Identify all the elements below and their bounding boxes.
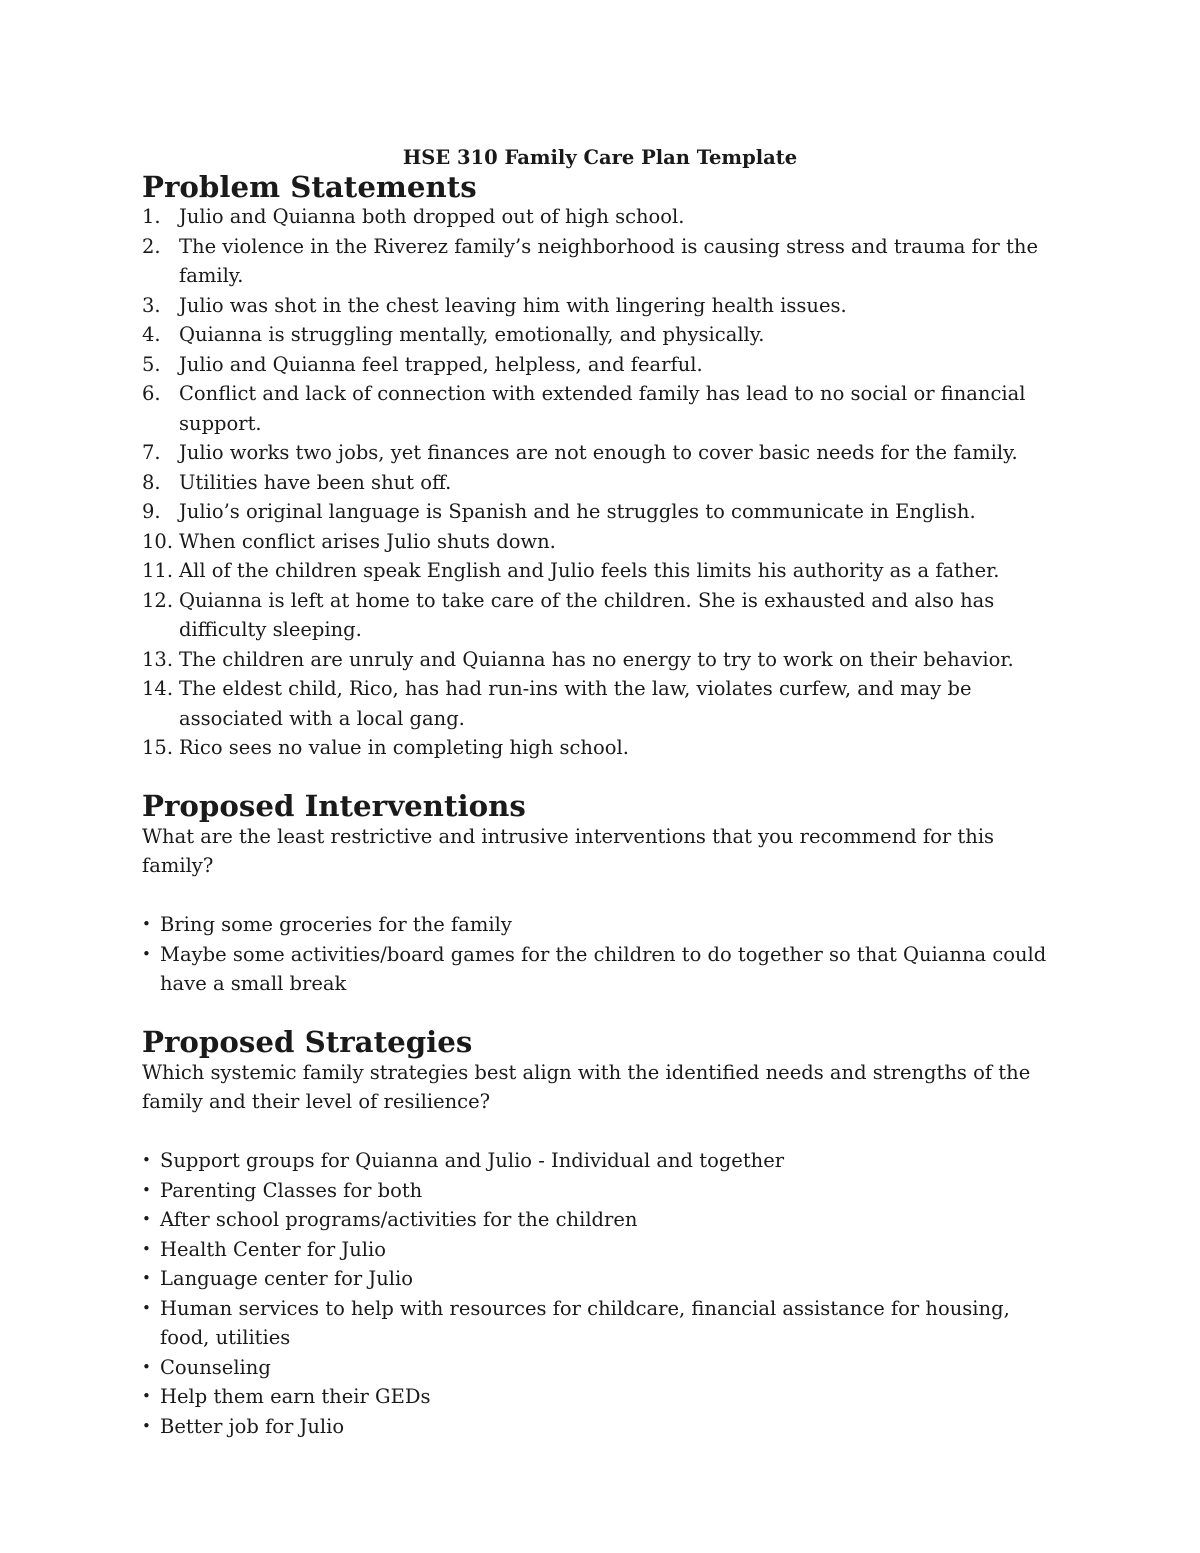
intervention-text: Maybe some activities/board games for the children to do together so that Quianna could have a small break xyxy=(160,942,1047,995)
problem-number: 8. xyxy=(142,470,161,494)
strategy-item xyxy=(142,1146,1057,1176)
problem-number: 6. xyxy=(142,382,161,405)
problem-text: Quianna is struggling mentally, emotionally, and physically. xyxy=(179,323,765,346)
problem-item xyxy=(142,674,1057,733)
strategy-text: Language center for Julio xyxy=(160,1267,414,1290)
problem-item xyxy=(142,645,1057,675)
strategy-text: Parenting Classes for both xyxy=(160,1178,423,1202)
problem-item xyxy=(142,291,1057,321)
bullet-icon: • xyxy=(142,1210,151,1228)
strategy-item xyxy=(142,1264,1057,1294)
document-title: HSE 310 Family Care Plan Template xyxy=(402,146,798,169)
problem-number: 5. xyxy=(142,352,161,376)
problem-number: 12. xyxy=(142,588,174,612)
problem-item xyxy=(142,232,1057,291)
problem-item xyxy=(142,202,1057,232)
problem-number: 9. xyxy=(142,500,161,523)
problem-text: Julio’s original language is Spanish and he struggles to communicate in English. xyxy=(179,500,976,523)
problem-text: Julio and Quianna both dropped out of high school. xyxy=(179,205,685,228)
interventions-list xyxy=(142,910,1057,999)
problem-text: The eldest child, Rico, has had run-ins with the law, violates curfew, and may be associated with a local gang. xyxy=(179,677,972,730)
bullet-icon: • xyxy=(142,1269,151,1287)
problem-item xyxy=(142,586,1057,645)
problem-text: Julio was shot in the chest leaving him with lingering health issues. xyxy=(179,293,847,317)
strategies-list xyxy=(142,1146,1057,1441)
proposed-strategies-heading: Proposed Strategies xyxy=(142,1025,473,1059)
problem-item xyxy=(142,468,1057,498)
page-content xyxy=(142,143,1057,1441)
strategies-prompt: Which systemic family strategies best align with the identified needs and strengths of the family and their level of resilience? xyxy=(142,1060,1031,1113)
bullet-icon: • xyxy=(142,1180,151,1199)
intervention-text: Bring some groceries for the family xyxy=(160,913,512,936)
problem-statements-list xyxy=(142,202,1057,763)
strategy-item xyxy=(142,1353,1057,1383)
spacer xyxy=(142,763,1057,793)
strategy-text: After school programs/activities for the children xyxy=(160,1208,638,1231)
problem-text: When conflict arises Julio shuts down. xyxy=(179,529,556,553)
problem-number: 15. xyxy=(142,736,174,759)
problem-number: 1. xyxy=(142,205,161,228)
problem-item xyxy=(142,556,1057,586)
problem-number: 13. xyxy=(142,647,174,671)
strategy-text: Help them earn their GEDs xyxy=(160,1385,431,1408)
strategy-item xyxy=(142,1235,1057,1265)
problem-text: Conflict and lack of connection with extended family has lead to no social or financial support. xyxy=(179,382,1026,435)
strategy-text: Health Center for Julio xyxy=(160,1237,386,1261)
problem-number: 14. xyxy=(142,677,174,700)
problem-text: The violence in the Riverez family’s neighborhood is causing stress and trauma for the family. xyxy=(179,234,1038,287)
problem-item xyxy=(142,379,1057,438)
strategy-item xyxy=(142,1412,1057,1442)
spacer xyxy=(142,881,1057,911)
bullet-icon: • xyxy=(142,1298,151,1317)
bullet-icon: • xyxy=(142,1357,151,1376)
problem-text: Julio works two jobs, yet finances are not enough to cover basic needs for the family. xyxy=(179,441,1018,464)
bullet-icon: • xyxy=(142,915,151,933)
problem-text: Quianna is left at home to take care of the children. She is exhausted and also has difficulty sleeping. xyxy=(179,588,995,641)
problem-item xyxy=(142,320,1057,350)
problem-text: The children are unruly and Quianna has no energy to try to work on their behavior. xyxy=(179,647,1014,671)
bullet-icon: • xyxy=(142,1416,151,1435)
strategy-text: Support groups for Quianna and Julio - Individual and together xyxy=(160,1149,785,1172)
problem-number: 11. xyxy=(142,559,174,582)
strategy-item xyxy=(142,1205,1057,1235)
problem-number: 3. xyxy=(142,293,161,317)
problem-number: 4. xyxy=(142,323,161,346)
problem-statements-heading: Problem Statements xyxy=(142,169,477,204)
problem-text: Utilities have been shut off. xyxy=(179,470,452,494)
intervention-item xyxy=(142,940,1057,999)
problem-number: 2. xyxy=(142,234,161,258)
bullet-icon: • xyxy=(142,944,151,963)
intervention-item xyxy=(142,910,1057,940)
problem-text: All of the children speak English and Julio feels this limits his authority as a father. xyxy=(179,559,1000,582)
problem-item xyxy=(142,497,1057,527)
problem-item xyxy=(142,350,1057,380)
problem-item xyxy=(142,527,1057,557)
strategy-text: Human services to help with resources for childcare, financial assistance for housing, food, utilities xyxy=(160,1296,1010,1349)
problem-text: Rico sees no value in completing high school. xyxy=(179,736,629,759)
problem-number: 7. xyxy=(142,441,161,464)
problem-text: Julio and Quianna feel trapped, helpless, and fearful. xyxy=(179,352,703,376)
strategy-item xyxy=(142,1294,1057,1353)
spacer xyxy=(142,1117,1057,1147)
spacer xyxy=(142,999,1057,1029)
strategy-item xyxy=(142,1382,1057,1412)
strategy-text: Better job for Julio xyxy=(160,1414,345,1438)
problem-item xyxy=(142,733,1057,763)
strategy-text: Counseling xyxy=(160,1355,271,1379)
problem-number: 10. xyxy=(142,529,174,553)
strategy-item xyxy=(142,1176,1057,1206)
interventions-prompt: What are the least restrictive and intrusive interventions that you recommend for this family? xyxy=(142,824,995,877)
problem-item xyxy=(142,438,1057,468)
proposed-interventions-heading: Proposed Interventions xyxy=(142,789,526,823)
bullet-icon: • xyxy=(142,1151,151,1169)
bullet-icon: • xyxy=(142,1387,151,1405)
bullet-icon: • xyxy=(142,1239,151,1258)
